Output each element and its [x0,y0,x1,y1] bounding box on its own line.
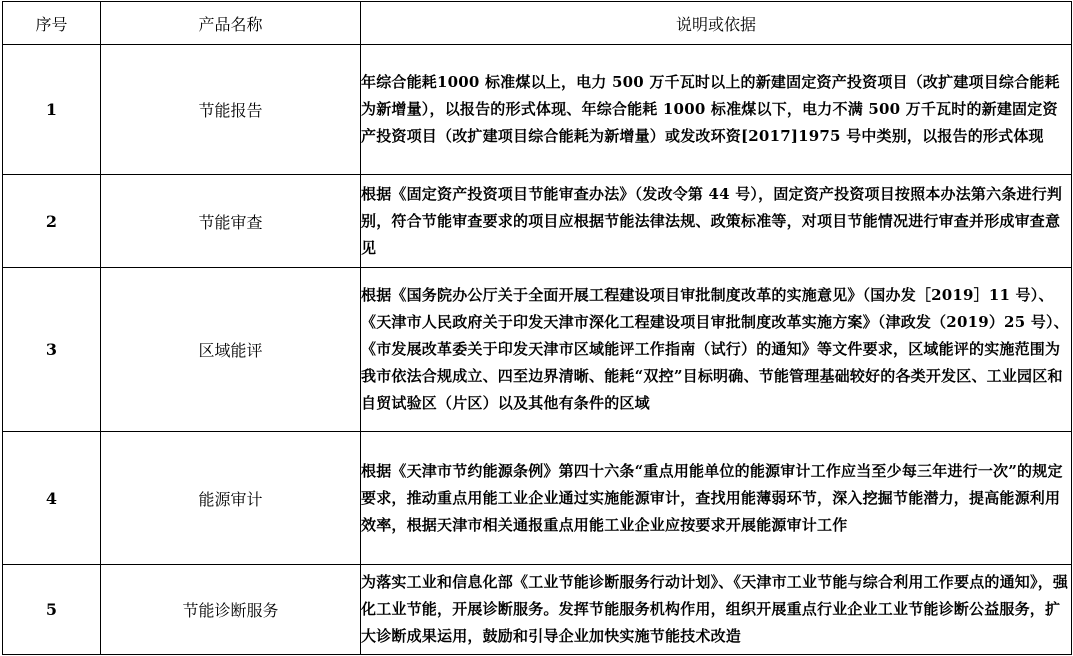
product-description: 根据《天津市节约能源条例》第四十六条“重点用能单位的能源审计工作应当至少每三年进行一次”的规定要求，推动重点用能工业企业通过实施能源审计，查找用能薄弱环节，深入挖掘节能潜力，提高能源利用效率，根据天津市相关通报重点用能工业企业应按要求开展能源审计工作 [361,432,1072,565]
header-serial-number: 序号 [3,2,101,45]
product-name: 节能诊断服务 [101,565,361,655]
header-product-name: 产品名称 [101,2,361,45]
table-row [3,268,1072,432]
product-description: 为落实工业和信息化部《工业节能诊断服务行动计划》、《天津市工业节能与综合利用工作要点的通知》，强化工业节能，开展诊断服务。发挥节能服务机构作用，组织开展重点行业企业工业节能诊断公益服务，扩大诊断成果运用，鼓励和引导企业加快实施节能技术改造 [361,565,1072,655]
product-description: 根据《国务院办公厅关于全面开展工程建设项目审批制度改革的实施意见》（国办发［2019］11 号）、《天津市人民政府关于印发天津市深化工程建设项目审批制度改革实施方案》（津政发（2019）25 号）、《市发展改革委关于印发天津市区域能评工作指南（试行）的通知》等文件要求，区域能评的实施范围为我市依法合规成立、四至边界清晰、能耗“双控”目标明确、节能管理基础较好的各类开发区、工业园区和自贸试验区（片区）以及其他有条件的区域 [361,268,1072,432]
product-table [2,1,1072,655]
product-name: 区域能评 [101,268,361,432]
row-number: 4 [3,432,101,565]
table-header-row [3,2,1072,45]
product-name: 能源审计 [101,432,361,565]
row-number: 1 [3,45,101,175]
table-row [3,432,1072,565]
product-name: 节能审查 [101,175,361,268]
row-number: 2 [3,175,101,268]
table-row [3,45,1072,175]
product-name: 节能报告 [101,45,361,175]
product-description: 年综合能耗1000 标准煤以上，电力 500 万千瓦时以上的新建固定资产投资项目（改扩建项目综合能耗为新增量），以报告的形式体现、年综合能耗 1000 标准煤以下，电力不满 500 万千瓦时的新建固定资产投资项目（改扩建项目综合能耗为新增量）或发改环资[2017]1975 号中类别，以报告的形式体现 [361,45,1072,175]
table-row [3,565,1072,655]
product-description: 根据《固定资产投资项目节能审查办法》（发改令第 44 号），固定资产投资项目按照本办法第六条进行判别，符合节能审查要求的项目应根据节能法律法规、政策标准等，对项目节能情况进行审查并形成审查意见 [361,175,1072,268]
row-number: 3 [3,268,101,432]
table-row [3,175,1072,268]
header-description: 说明或依据 [361,2,1072,45]
row-number: 5 [3,565,101,655]
